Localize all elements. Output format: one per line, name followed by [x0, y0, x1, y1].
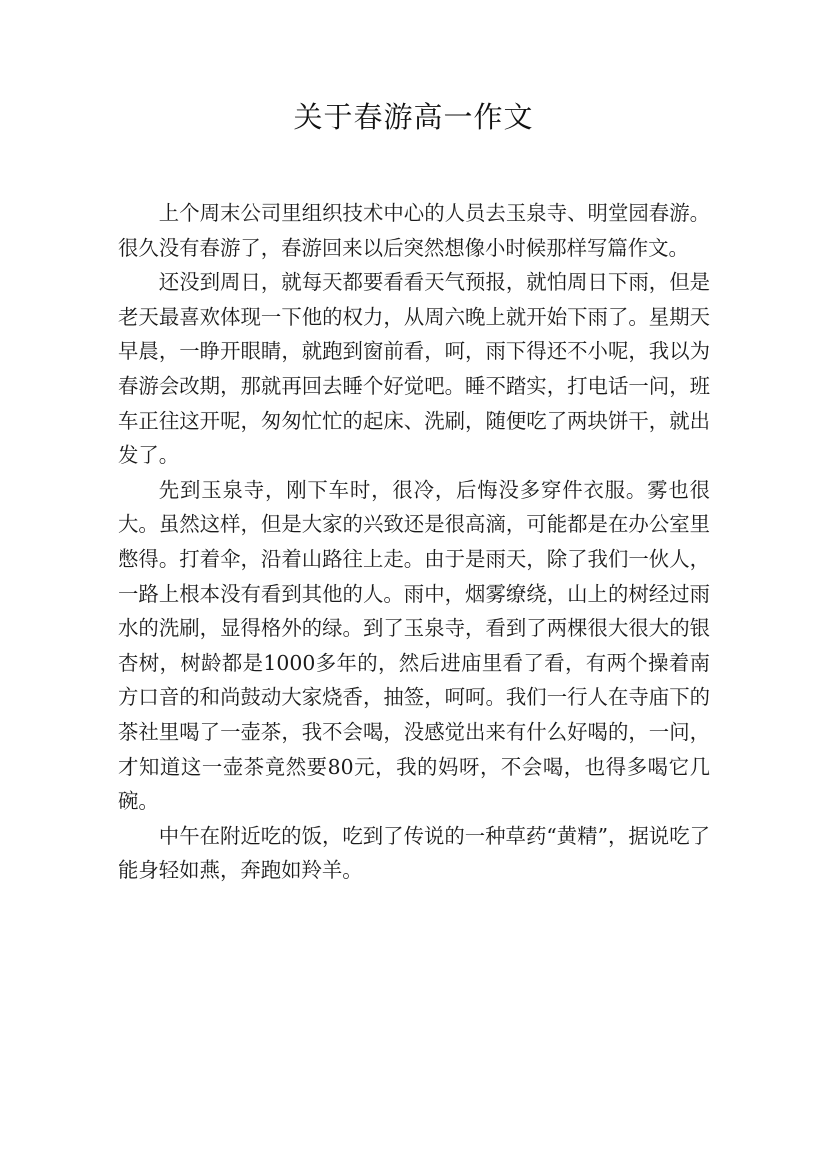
document-body	[118, 196, 710, 888]
paragraph-2: 还没到周日，就每天都要看看天气预报，就怕周日下雨，但是老天最喜欢体现一下他的权力，从周六晚上就开始下雨了。星期天早晨，一睁开眼睛，就跑到窗前看，呵，雨下得还不小呢，我以为春游会改期，那就再回去睡个好觉吧。睡不踏实，打电话一问，班车正往这开呢，匆匆忙忙的起床、洗刷，随便吃了两块饼干，就出发了。	[118, 270, 710, 468]
paragraph-4: 中午在附近吃的饭，吃到了传说的一种草药“黄精”，据说吃了能身轻如燕，奔跑如羚羊。	[118, 823, 710, 883]
document-title: 关于春游高一作文	[293, 100, 534, 134]
paragraph-3: 先到玉泉寺，刚下车时，很冷，后悔没多穿件衣服。雾也很大。虽然这样，但是大家的兴致还是很高滴，可能都是在办公室里憋得。打着伞，沿着山路往上走。由于是雨天，除了我们一伙人，一路上根本没有看到其他的人。雨中，烟雾缭绕，山上的树经过雨水的洗刷，显得格外的绿。到了玉泉寺，看到了两棵很大很大的银杏树，树龄都是1000多年的，然后进庙里看了看，有两个操着南方口音的和尚鼓动大家烧香，抽签，呵呵。我们一行人在寺庙下的茶社里喝了一壶茶，我不会喝，没感觉出来有什么好喝的，一问，才知道这一壶茶竟然要80元，我的妈呀，不会喝，也得多喝它几碗。	[118, 477, 710, 814]
paragraph-1: 上个周末公司里组织技术中心的人员去玉泉寺、明堂园春游。很久没有春游了，春游回来以后突然想像小时候那样写篇作文。	[118, 201, 710, 260]
